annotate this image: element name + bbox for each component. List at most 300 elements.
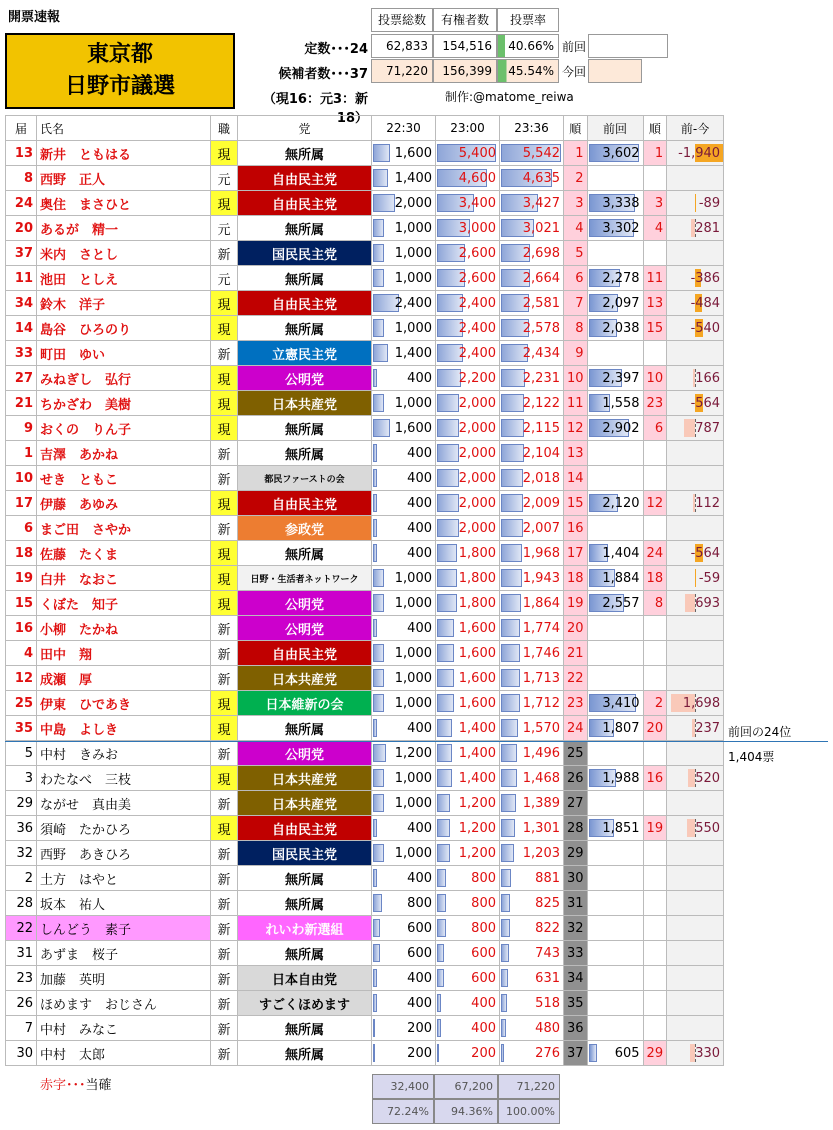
votes-2230 <box>372 866 436 891</box>
votes-2230 <box>372 991 436 1016</box>
vote-diff <box>667 566 724 591</box>
votes-2336 <box>500 1016 564 1041</box>
col-head: 党 <box>238 116 372 141</box>
candidate-number: 15 <box>6 591 37 616</box>
total-t1: 32,400 <box>372 1074 434 1099</box>
party-cell: 公明党 <box>238 366 372 391</box>
votes-2230-text: 400 <box>407 445 432 461</box>
votes-2230 <box>372 166 436 191</box>
votes-2230 <box>372 966 436 991</box>
prev-votes <box>587 166 643 191</box>
party-cell: 無所属 <box>238 1041 372 1066</box>
votes-2300-text: 600 <box>471 945 496 961</box>
votes-2336-text: 2,018 <box>522 470 560 486</box>
vote-bar <box>437 619 454 637</box>
party-cell: 立憲民主党 <box>238 341 372 366</box>
prev-rank: 15 <box>643 316 667 341</box>
vote-bar <box>501 644 520 662</box>
vote-diff <box>667 541 724 566</box>
prev-votes <box>587 241 643 266</box>
votes-2300-text: 2,000 <box>458 395 496 411</box>
votes-2300-text: 1,600 <box>458 620 496 636</box>
votes-2300-text: 3,000 <box>458 220 496 236</box>
votes-2230 <box>372 1041 436 1066</box>
candidate-number: 4 <box>6 641 37 666</box>
current-rank: 10 <box>564 366 588 391</box>
candidate-number: 10 <box>6 466 37 491</box>
candidate-name: 加藤 英明 <box>37 966 211 991</box>
prev-votes <box>587 366 643 391</box>
current-rank: 28 <box>564 816 588 841</box>
votes-2300 <box>436 316 500 341</box>
vote-diff <box>667 641 724 666</box>
votes-2300 <box>436 166 500 191</box>
current-rank: 19 <box>564 591 588 616</box>
candidates-label: 候補者数･･･37 <box>278 67 368 82</box>
vote-bar <box>437 844 450 862</box>
vote-bar <box>437 469 459 487</box>
vote-bar <box>501 569 522 587</box>
status-kind: 現 <box>211 391 238 416</box>
vote-bar <box>501 419 524 437</box>
votes-2300-text: 5,400 <box>458 145 496 161</box>
vote-bar <box>501 894 510 912</box>
candidate-number: 14 <box>6 316 37 341</box>
party-cell: 公明党 <box>238 741 372 766</box>
vote-bar <box>437 544 457 562</box>
prev-votes <box>587 341 643 366</box>
votes-2300-text: 1,200 <box>458 845 496 861</box>
vote-diff <box>667 341 724 366</box>
stat-head-rate: 投票率 <box>497 8 559 32</box>
vote-bar <box>437 719 452 737</box>
prev-rank <box>643 991 667 1016</box>
prev-votes <box>587 266 643 291</box>
vote-bar <box>373 594 384 612</box>
party-cell: れいわ新選組 <box>238 916 372 941</box>
votes-2230-text: 1,000 <box>394 570 432 586</box>
col-head: 前回 <box>587 116 643 141</box>
current-rank: 9 <box>564 341 588 366</box>
table-row <box>6 691 724 716</box>
votes-2336-text: 3,427 <box>522 195 560 211</box>
votes-2300-text: 1,600 <box>458 670 496 686</box>
vote-bar <box>373 519 377 537</box>
current-rank: 30 <box>564 866 588 891</box>
vote-bar <box>373 944 380 962</box>
vote-diff <box>667 166 724 191</box>
prev-rank <box>643 641 667 666</box>
prev-votes <box>587 941 643 966</box>
table-row <box>6 816 724 841</box>
votes-2336 <box>500 416 564 441</box>
vote-bar <box>501 369 525 387</box>
votes-2230 <box>372 416 436 441</box>
candidate-name: ながせ 真由美 <box>37 791 211 816</box>
current-rank: 18 <box>564 566 588 591</box>
prev-votes <box>587 766 643 791</box>
votes-2336-text: 881 <box>535 870 560 886</box>
status-kind: 新 <box>211 666 238 691</box>
votes-2300 <box>436 441 500 466</box>
votes-2336 <box>500 466 564 491</box>
vote-diff-text: 112 <box>695 495 721 511</box>
votes-2336-text: 1,864 <box>522 595 560 611</box>
votes-2230-text: 1,000 <box>394 645 432 661</box>
votes-2230 <box>372 141 436 166</box>
status-kind: 新 <box>211 441 238 466</box>
table-row <box>6 791 724 816</box>
prev-24th-note: 前回の24位 <box>728 725 792 739</box>
votes-2230-text: 600 <box>407 945 432 961</box>
current-rank: 34 <box>564 966 588 991</box>
vote-diff-text: 550 <box>695 820 721 836</box>
votes-2336-text: 2,578 <box>522 320 560 336</box>
vote-bar <box>373 719 377 737</box>
vote-diff <box>667 866 724 891</box>
votes-2336-text: 1,301 <box>522 820 560 836</box>
candidate-name: 奥住 まさひと <box>37 191 211 216</box>
curr-rate: 45.54% <box>497 59 559 83</box>
prev-rank: 10 <box>643 366 667 391</box>
credit: 制作:@matome_reiwa <box>445 90 574 104</box>
vote-diff <box>667 741 724 766</box>
candidate-name: 白井 なおこ <box>37 566 211 591</box>
current-rank: 25 <box>564 741 588 766</box>
vote-bar <box>373 794 384 812</box>
votes-2336 <box>500 816 564 841</box>
votes-2336-text: 4,635 <box>522 170 560 186</box>
party-cell: 無所属 <box>238 541 372 566</box>
table-row <box>6 291 724 316</box>
vote-diff <box>667 416 724 441</box>
col-head: 前-今 <box>667 116 724 141</box>
table-row <box>6 266 724 291</box>
votes-2300-text: 1,200 <box>458 795 496 811</box>
party-cell: 国民民主党 <box>238 841 372 866</box>
votes-2336-text: 1,570 <box>522 720 560 736</box>
votes-2230-text: 1,000 <box>394 770 432 786</box>
diff-bar <box>684 419 695 437</box>
votes-2230-text: 1,000 <box>394 795 432 811</box>
candidate-name: 田中 翔 <box>37 641 211 666</box>
votes-2336 <box>500 641 564 666</box>
status-kind: 現 <box>211 191 238 216</box>
candidate-number: 16 <box>6 616 37 641</box>
vote-diff <box>667 591 724 616</box>
votes-2230 <box>372 791 436 816</box>
vote-diff <box>667 391 724 416</box>
votes-2230 <box>372 641 436 666</box>
candidate-name: みねぎし 弘行 <box>37 366 211 391</box>
vote-bar <box>373 269 384 287</box>
prev-votes <box>587 541 643 566</box>
votes-2336 <box>500 891 564 916</box>
vote-bar <box>373 869 377 887</box>
vote-diff <box>667 841 724 866</box>
votes-2336 <box>500 766 564 791</box>
prev-votes <box>587 616 643 641</box>
votes-2230-text: 1,000 <box>394 595 432 611</box>
candidate-number: 28 <box>6 891 37 916</box>
prev-rank: 24 <box>643 541 667 566</box>
vote-bar <box>373 194 395 212</box>
prev-votes <box>587 291 643 316</box>
candidate-name: 中村 きみお <box>37 741 211 766</box>
status-kind: 新 <box>211 1041 238 1066</box>
votes-2230 <box>372 466 436 491</box>
vote-diff <box>667 466 724 491</box>
votes-2300-text: 2,400 <box>458 295 496 311</box>
votes-2300 <box>436 466 500 491</box>
pct-t1: 72.24% <box>372 1099 434 1124</box>
candidate-number: 25 <box>6 691 37 716</box>
vote-bar <box>437 394 459 412</box>
prev-votes <box>587 716 643 741</box>
votes-2336-text: 518 <box>535 995 560 1011</box>
candidate-number: 2 <box>6 866 37 891</box>
votes-2300 <box>436 416 500 441</box>
current-rank: 2 <box>564 166 588 191</box>
candidate-number: 17 <box>6 491 37 516</box>
votes-2336 <box>500 191 564 216</box>
votes-2300 <box>436 341 500 366</box>
vote-bar <box>437 494 459 512</box>
vote-diff <box>667 316 724 341</box>
candidate-name: 中村 太郎 <box>37 1041 211 1066</box>
status-kind: 新 <box>211 941 238 966</box>
votes-2336-text: 1,496 <box>522 745 560 761</box>
votes-2230-text: 400 <box>407 370 432 386</box>
table-row <box>6 566 724 591</box>
prev-rank <box>643 866 667 891</box>
votes-2300-text: 1,800 <box>458 595 496 611</box>
votes-2300-text: 2,400 <box>458 345 496 361</box>
vote-bar <box>373 994 377 1012</box>
votes-2230-text: 400 <box>407 720 432 736</box>
vote-bar <box>501 594 521 612</box>
candidate-name: 鈴木 洋子 <box>37 291 211 316</box>
current-rank: 36 <box>564 1016 588 1041</box>
current-rank: 22 <box>564 666 588 691</box>
party-cell: 無所属 <box>238 316 372 341</box>
status-kind: 新 <box>211 466 238 491</box>
vote-bar <box>373 1019 375 1037</box>
votes-2336-text: 5,542 <box>522 145 560 161</box>
votes-2230-text: 1,400 <box>394 345 432 361</box>
votes-2336 <box>500 1041 564 1066</box>
candidate-number: 31 <box>6 941 37 966</box>
votes-2300 <box>436 641 500 666</box>
vote-bar <box>437 794 450 812</box>
votes-2230-text: 200 <box>407 1045 432 1061</box>
candidate-name: 伊藤 あゆみ <box>37 491 211 516</box>
votes-2336 <box>500 966 564 991</box>
votes-2230-text: 2,400 <box>394 295 432 311</box>
prev-votes <box>587 441 643 466</box>
status-kind: 新 <box>211 516 238 541</box>
votes-2230-text: 1,000 <box>394 670 432 686</box>
vote-diff <box>667 716 724 741</box>
votes-2230 <box>372 391 436 416</box>
votes-2300-text: 1,600 <box>458 695 496 711</box>
curr-total: 71,220 <box>371 59 433 83</box>
vote-diff <box>667 666 724 691</box>
prev-votes <box>587 866 643 891</box>
col-head: 23:00 <box>436 116 500 141</box>
current-rank: 29 <box>564 841 588 866</box>
status-kind: 現 <box>211 541 238 566</box>
votes-2300-text: 1,400 <box>458 770 496 786</box>
current-rank: 6 <box>564 266 588 291</box>
prev-votes <box>587 316 643 341</box>
vote-bar <box>373 144 390 162</box>
vote-bar <box>501 994 507 1012</box>
candidate-name: 土方 はやと <box>37 866 211 891</box>
candidate-name: 中島 よしき <box>37 716 211 741</box>
breakdown-label: （現16：元3：新18） <box>262 92 368 126</box>
prev-rank <box>643 916 667 941</box>
current-rank: 35 <box>564 991 588 1016</box>
prev-rank <box>643 666 667 691</box>
prev-rank <box>643 441 667 466</box>
prev-votes-text: 2,120 <box>602 495 640 511</box>
votes-2230 <box>372 516 436 541</box>
vote-bar <box>373 544 377 562</box>
prev-votes <box>587 991 643 1016</box>
party-cell: 自由民主党 <box>238 816 372 841</box>
candidate-number: 24 <box>6 191 37 216</box>
votes-2300-text: 2,000 <box>458 495 496 511</box>
votes-2230 <box>372 566 436 591</box>
prev-votes-text: 1,404 <box>602 545 640 561</box>
votes-2336 <box>500 841 564 866</box>
vote-diff-text: 166 <box>695 370 721 386</box>
votes-2300 <box>436 791 500 816</box>
prev-votes <box>587 516 643 541</box>
candidate-name: あるが 精一 <box>37 216 211 241</box>
prev-rank: 2 <box>643 691 667 716</box>
status-kind: 現 <box>211 291 238 316</box>
votes-2336 <box>500 591 564 616</box>
votes-2230-text: 1,000 <box>394 695 432 711</box>
votes-2336-text: 2,698 <box>522 245 560 261</box>
party-cell: 無所属 <box>238 216 372 241</box>
col-head: 順 <box>643 116 667 141</box>
current-rank: 7 <box>564 291 588 316</box>
vote-diff-text: 693 <box>695 595 721 611</box>
vote-bar <box>373 669 384 687</box>
vote-bar <box>373 844 384 862</box>
status-kind: 新 <box>211 841 238 866</box>
vote-diff <box>667 941 724 966</box>
votes-2230 <box>372 941 436 966</box>
votes-2336-text: 2,104 <box>522 445 560 461</box>
votes-2300 <box>436 566 500 591</box>
candidate-number: 34 <box>6 291 37 316</box>
candidate-number: 8 <box>6 166 37 191</box>
candidate-number: 18 <box>6 541 37 566</box>
table-row <box>6 541 724 566</box>
votes-2230 <box>372 916 436 941</box>
candidate-number: 12 <box>6 666 37 691</box>
vote-bar <box>373 1044 375 1062</box>
votes-2300-text: 2,600 <box>458 245 496 261</box>
vote-diff <box>667 891 724 916</box>
prev-votes <box>587 791 643 816</box>
votes-2336 <box>500 666 564 691</box>
candidate-name: 池田 としえ <box>37 266 211 291</box>
candidate-name: ほめます おじさん <box>37 991 211 1016</box>
diff-bar <box>687 819 695 837</box>
party-cell: すごくほめます <box>238 991 372 1016</box>
votes-2230-text: 1,000 <box>394 270 432 286</box>
votes-2336-text: 1,468 <box>522 770 560 786</box>
candidate-number: 33 <box>6 341 37 366</box>
prev-votes-text: 1,558 <box>602 395 640 411</box>
votes-2336-text: 1,203 <box>522 845 560 861</box>
votes-2336-text: 822 <box>535 920 560 936</box>
votes-2336 <box>500 141 564 166</box>
status-kind: 現 <box>211 491 238 516</box>
title-line-2: 日野市議選 <box>64 74 175 99</box>
vote-diff <box>667 616 724 641</box>
votes-2336-text: 2,581 <box>522 295 560 311</box>
votes-2336 <box>500 516 564 541</box>
votes-2230-text: 400 <box>407 995 432 1011</box>
prev-rank <box>643 466 667 491</box>
stat-head-total: 投票総数 <box>371 8 433 32</box>
table-row <box>6 516 724 541</box>
status-kind: 現 <box>211 766 238 791</box>
party-cell: 日野・生活者ネットワーク <box>238 566 372 591</box>
vote-diff <box>667 1016 724 1041</box>
prev-votes <box>587 191 643 216</box>
votes-2230-text: 400 <box>407 520 432 536</box>
table-row <box>6 616 724 641</box>
prev-rank <box>643 741 667 766</box>
prev-24th-votes: 1,404票 <box>728 750 775 764</box>
current-rank: 17 <box>564 541 588 566</box>
votes-2230 <box>372 441 436 466</box>
vote-bar <box>373 469 377 487</box>
votes-2300-text: 800 <box>471 870 496 886</box>
votes-2336-text: 2,664 <box>522 270 560 286</box>
party-cell: 自由民主党 <box>238 166 372 191</box>
party-cell: 無所属 <box>238 266 372 291</box>
votes-2336-text: 1,389 <box>522 795 560 811</box>
party-cell: 自由民主党 <box>238 291 372 316</box>
table-row <box>6 391 724 416</box>
party-cell: 自由民主党 <box>238 491 372 516</box>
party-cell: 日本自由党 <box>238 966 372 991</box>
vote-bar <box>437 869 446 887</box>
status-kind: 新 <box>211 991 238 1016</box>
votes-2336-text: 1,746 <box>522 645 560 661</box>
prev-rank: 12 <box>643 491 667 516</box>
table-row <box>6 741 724 766</box>
votes-2230-text: 400 <box>407 495 432 511</box>
vote-bar <box>373 494 377 512</box>
candidate-name: あずま 桜子 <box>37 941 211 966</box>
votes-2336-text: 2,122 <box>522 395 560 411</box>
pct-t2: 94.36% <box>434 1099 498 1124</box>
vote-diff <box>667 916 724 941</box>
votes-2300 <box>436 866 500 891</box>
pct-t3: 100.00% <box>498 1099 560 1124</box>
candidate-number: 22 <box>6 916 37 941</box>
vote-bar <box>501 719 518 737</box>
